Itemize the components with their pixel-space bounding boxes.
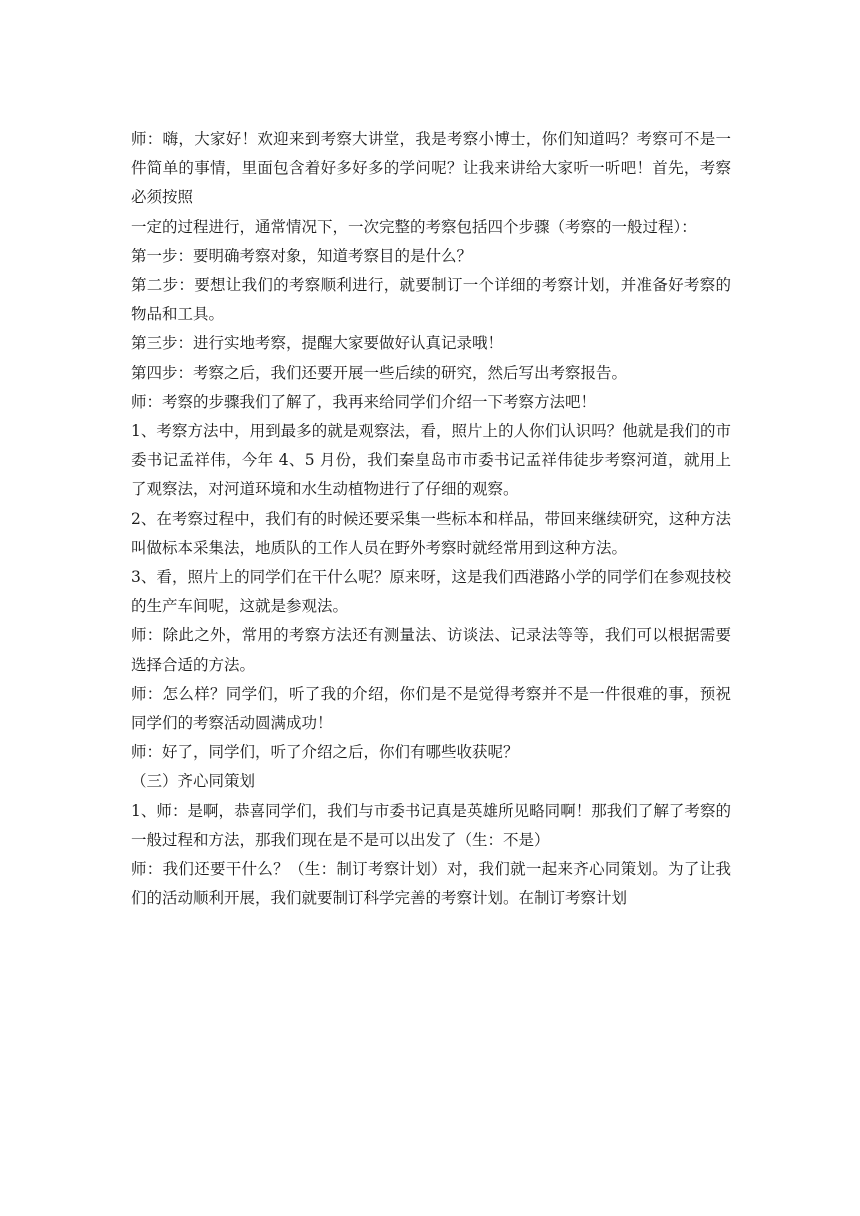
paragraph-methods-intro: 师：考察的步骤我们了解了，我再来给同学们介绍一下考察方法吧！: [131, 392, 597, 411]
paragraph-planning-one: 1、师：是啊，恭喜同学们，我们与市委书记真是英雄所见略同啊！那我们了解了考察的一般过程和方法，那我们现在是不是可以出发了（生：不是）: [131, 801, 731, 849]
paragraph-method-observation: 1、考察方法中，用到最多的就是观察法，看，照片上的人你们认识吗？他就是我们的市委书记孟祥伟，今年 4、5 月份，我们秦皇岛市市委书记孟祥伟徒步考察河道，就用上了观察法，对河道环境和水生动植物进行了仔细的观察。: [131, 422, 731, 499]
paragraph-other-methods: 师：除此之外，常用的考察方法还有测量法、访谈法、记录法等等，我们可以根据需要选择合适的方法。: [131, 626, 731, 674]
document-body: [131, 125, 731, 913]
paragraph-step-three: 第三步：进行实地考察，提醒大家要做好认真记录哦！: [131, 334, 504, 353]
paragraph-method-visit: 3、看，照片上的同学们在干什么呢？原来呀，这是我们西港路小学的同学们在参观技校的生产车间呢，这就是参观法。: [131, 568, 731, 616]
paragraph-step-two: 第二步：要想让我们的考察顺利进行，就要制订一个详细的考察计划，并准备好考察的物品和工具。: [131, 276, 731, 324]
paragraph-step-one: 第一步：要明确考察对象，知道考察目的是什么？: [131, 246, 473, 265]
paragraph-step-four: 第四步：考察之后，我们还要开展一些后续的研究，然后写出考察报告。: [131, 363, 628, 382]
paragraph-encouragement: 师：怎么样？同学们，听了我的介绍，你们是不是觉得考察并不是一件很难的事，预祝同学们的考察活动圆满成功！: [131, 684, 731, 733]
paragraph-teacher-intro: 师：嗨，大家好！欢迎来到考察大讲堂，我是考察小博士，你们知道吗？考察可不是一件简单的事情，里面包含着好多好多的学问呢？让我来讲给大家听一听吧！首先，考察必须按照: [131, 130, 731, 207]
section-heading: （三）齐心同策划: [131, 772, 256, 791]
paragraph-method-specimen: 2、在考察过程中，我们有的时候还要采集一些标本和样品，带回来继续研究，这种方法叫做标本采集法，地质队的工作人员在野外考察时就经常用到这种方法。: [131, 509, 731, 557]
paragraph-process-continued: 一定的过程进行，通常情况下，一次完整的考察包括四个步骤（考察的一般过程）：: [131, 217, 697, 236]
paragraph-question: 师：好了，同学们，听了介绍之后，你们有哪些收获呢？: [131, 743, 519, 762]
paragraph-planning-two: 师：我们还要干什么？（生：制订考察计划）对，我们就一起来齐心同策划。为了让我们的活动顺利开展，我们就要制订科学完善的考察计划。在制订考察计划: [131, 860, 731, 908]
